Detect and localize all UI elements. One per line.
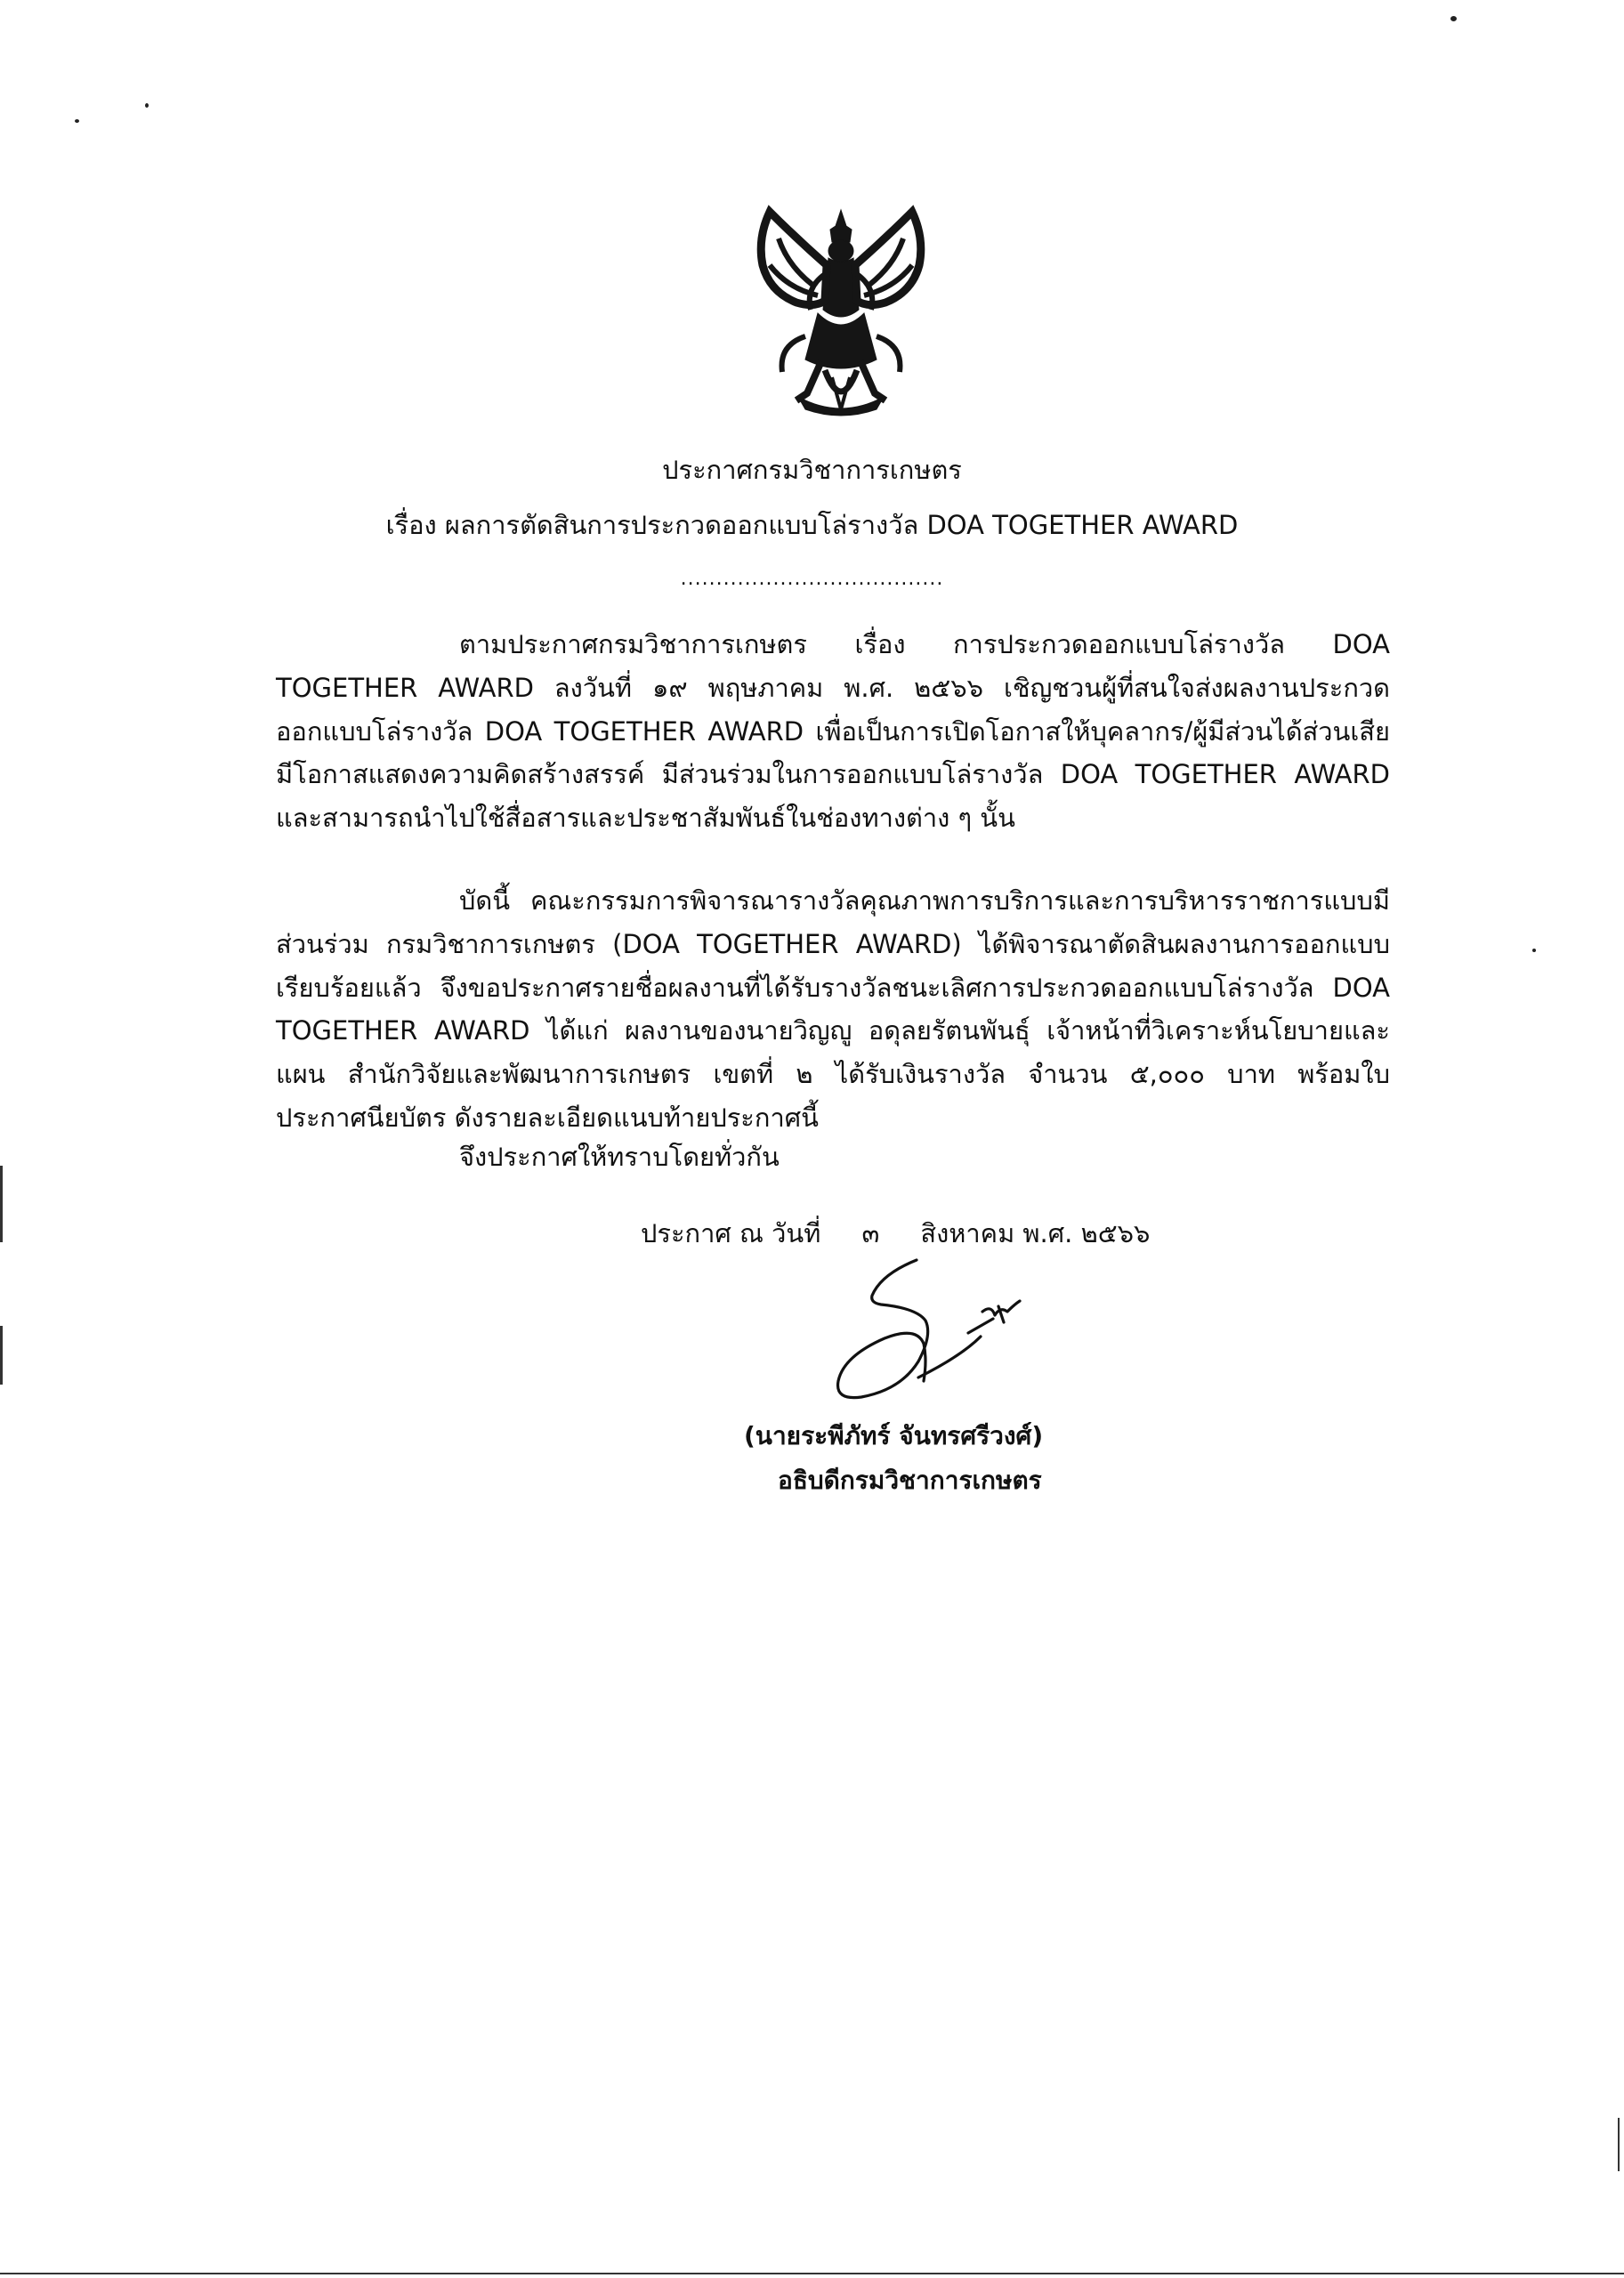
signatory-name: (นายระพีภัทร์ จันทรศรีวงศ์) (744, 1421, 1044, 1450)
scan-edge-mark (1618, 2118, 1620, 2171)
scan-edge-mark (0, 1166, 3, 1242)
closing-paragraph: จึงประกาศให้ทราบโดยทั่วกัน (459, 1142, 780, 1172)
scan-edge-mark (0, 2273, 1624, 2274)
date-prefix: ประกาศ ณ วันที่ (641, 1218, 821, 1248)
date-line (641, 1214, 1150, 1253)
separator-line: ..................................... (680, 568, 944, 590)
body-paragraph-2 (276, 879, 1390, 1140)
signatory-position: อธิบดีกรมวิชาการเกษตร (778, 1466, 1042, 1495)
announcement-heading: ประกาศกรมวิชาการเกษตร (662, 455, 962, 485)
body-paragraph-1-text: ตามประกาศกรมวิชาการเกษตร เรื่อง การประกวดออกแบบโล่รางวัล DOA TOGETHER AWARD ลงวันที่ ๑๙ พฤษภาคม พ.ศ. ๒๕๖๖ เชิญชวนผู้ที่สนใจส่งผลงานประกวดออกแบบโล่รางวัล DOA TOGETHER AWARD เพื่อเป็นการเปิดโอกาสให้บุคลากร/ผู้มีส่วนได้ส่วนเสียมีโอกาสแสดงความคิดสร้างสรรค์ มีส่วนร่วมในการออกแบบโล่รางวัล DOA TOGETHER AWARD และสามารถนำไปใช้สื่อสารและประชาสัมพันธ์ในช่องทางต่าง ๆ นั้น (276, 629, 1390, 834)
date-month-year: สิงหาคม พ.ศ. ๒๕๖๖ (920, 1218, 1151, 1248)
scan-speck (145, 103, 149, 108)
scan-speck (1532, 949, 1536, 952)
body-paragraph-1 (276, 623, 1390, 840)
signature-icon (819, 1256, 1059, 1410)
date-day: ๓ (861, 1218, 880, 1248)
announcement-subject: เรื่อง ผลการตัดสินการประกวดออกแบบโล่รางวัล DOA TOGETHER AWARD (385, 510, 1239, 540)
scan-edge-mark (0, 1326, 3, 1385)
scan-speck (1450, 16, 1457, 21)
scan-speck (75, 119, 79, 123)
garuda-emblem-icon (743, 203, 939, 416)
body-paragraph-2-text: บัดนี้ คณะกรรมการพิจารณารางวัลคุณภาพการบริการและการบริหารราชการแบบมีส่วนร่วม กรมวิชาการเกษตร (DOA TOGETHER AWARD) ได้พิจารณาตัดสินผลงานการออกแบบ เรียบร้อยแล้ว จึงขอประกาศรายชื่อผลงานที่ได้รับรางวัลชนะเลิศการประกวดออกแบบโล่รางวัล DOA TOGETHER AWARD ได้แก่ ผลงานของนายวิญญู อดุลยรัตนพันธุ์ เจ้าหน้าที่วิเคราะห์นโยบายและแผน สำนักวิจัยและพัฒนาการเกษตร เขตที่ ๒ ได้รับเงินรางวัล จำนวน ๕,๐๐๐ บาท พร้อมใบประกาศนียบัตร ดังรายละเอียดแนบท้ายประกาศนี้ (276, 885, 1390, 1133)
